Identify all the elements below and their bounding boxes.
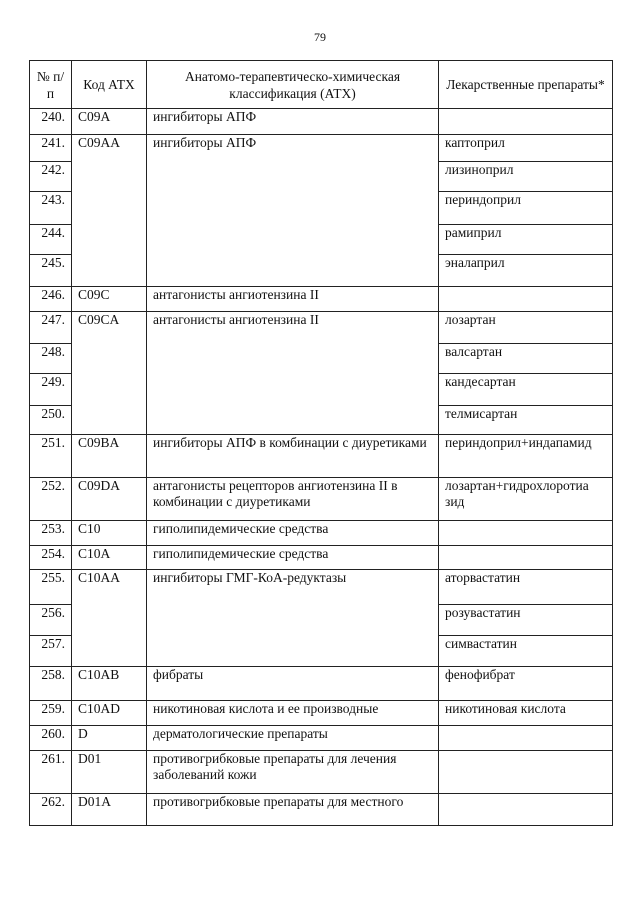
atx-code: C10	[72, 521, 147, 546]
atx-code: C09A	[72, 109, 147, 135]
atx-code: C10A	[72, 546, 147, 570]
drug-name: лизиноприл	[439, 162, 613, 192]
row-number: 251.	[30, 435, 72, 478]
header-classification: Анатомо-терапевтическо-химическая классификация (АТХ)	[147, 61, 439, 109]
drug-name	[439, 751, 613, 794]
atx-classification: никотиновая кислота и ее производные	[147, 701, 439, 726]
drug-name: эналаприл	[439, 255, 613, 287]
atx-classification: ингибиторы АПФ	[147, 109, 439, 135]
atx-classification: гиполипидемические средства	[147, 546, 439, 570]
drug-name: рамиприл	[439, 225, 613, 255]
table-row	[30, 435, 613, 478]
drug-name: фенофибрат	[439, 667, 613, 701]
drug-name: кандесартан	[439, 374, 613, 406]
table-row	[30, 794, 613, 826]
drug-name: телмисартан	[439, 406, 613, 435]
atx-classification: противогрибковые препараты для лечения заболеваний кожи	[147, 751, 439, 794]
atx-classification: антагонисты ангиотензина II	[147, 312, 439, 435]
header-drugs: Лекарственные препараты*	[439, 61, 613, 109]
row-number: 262.	[30, 794, 72, 826]
drug-name	[439, 109, 613, 135]
row-number: 259.	[30, 701, 72, 726]
drug-name: симвастатин	[439, 636, 613, 667]
atx-code: C09DA	[72, 478, 147, 521]
atx-classification: дерматологические препараты	[147, 726, 439, 751]
table-row	[30, 667, 613, 701]
row-number: 258.	[30, 667, 72, 701]
row-number: 240.	[30, 109, 72, 135]
drug-name	[439, 794, 613, 826]
row-number: 252.	[30, 478, 72, 521]
row-number: 243.	[30, 192, 72, 225]
row-number: 256.	[30, 605, 72, 636]
atx-code: D01A	[72, 794, 147, 826]
drug-name	[439, 546, 613, 570]
row-number: 247.	[30, 312, 72, 344]
table-row	[30, 109, 613, 135]
header-num: № п/п	[30, 61, 72, 109]
drug-name: валсартан	[439, 344, 613, 374]
atx-classification: ингибиторы ГМГ-КоА-редуктазы	[147, 570, 439, 667]
drug-name: аторвастатин	[439, 570, 613, 605]
drug-name	[439, 287, 613, 312]
atx-code: C09CA	[72, 312, 147, 435]
atx-classification: фибраты	[147, 667, 439, 701]
table-row	[30, 701, 613, 726]
table-row	[30, 726, 613, 751]
table-header-row	[30, 61, 613, 109]
table-row	[30, 135, 613, 162]
drug-name: никотиновая кислота	[439, 701, 613, 726]
table-row	[30, 478, 613, 521]
atx-code: C10AA	[72, 570, 147, 667]
table-row	[30, 287, 613, 312]
atx-code: C09AA	[72, 135, 147, 287]
atx-table	[29, 60, 613, 826]
row-number: 244.	[30, 225, 72, 255]
table-row	[30, 751, 613, 794]
atx-classification: ингибиторы АПФ	[147, 135, 439, 287]
drug-name: лозартан	[439, 312, 613, 344]
row-number: 257.	[30, 636, 72, 667]
drug-name: розувастатин	[439, 605, 613, 636]
row-number: 260.	[30, 726, 72, 751]
header-code: Код АТХ	[72, 61, 147, 109]
atx-classification: ингибиторы АПФ в комбинации с диуретиками	[147, 435, 439, 478]
drug-name: периндоприл	[439, 192, 613, 225]
drug-name: лозартан+гидрохлоротиа зид	[439, 478, 613, 521]
table-row	[30, 521, 613, 546]
atx-code: C09BA	[72, 435, 147, 478]
atx-code: C09C	[72, 287, 147, 312]
drug-name	[439, 726, 613, 751]
atx-code: D	[72, 726, 147, 751]
row-number: 254.	[30, 546, 72, 570]
atx-code: D01	[72, 751, 147, 794]
drug-name	[439, 521, 613, 546]
row-number: 245.	[30, 255, 72, 287]
row-number: 249.	[30, 374, 72, 406]
atx-code: C10AB	[72, 667, 147, 701]
row-number: 246.	[30, 287, 72, 312]
atx-classification: противогрибковые препараты для местного	[147, 794, 439, 826]
atx-classification: антагонисты ангиотензина II	[147, 287, 439, 312]
table-body	[30, 109, 613, 826]
atx-classification: гиполипидемические средства	[147, 521, 439, 546]
page-number: 79	[314, 30, 326, 44]
row-number: 250.	[30, 406, 72, 435]
scan-artifact	[634, 110, 638, 116]
table-row	[30, 312, 613, 344]
row-number: 253.	[30, 521, 72, 546]
atx-code: C10AD	[72, 701, 147, 726]
atx-classification: антагонисты рецепторов ангиотензина II в комбинации с диуретиками	[147, 478, 439, 521]
row-number: 248.	[30, 344, 72, 374]
row-number: 241.	[30, 135, 72, 162]
table-row	[30, 570, 613, 605]
table-row	[30, 546, 613, 570]
drug-name: периндоприл+индапамид	[439, 435, 613, 478]
drug-name: каптоприл	[439, 135, 613, 162]
row-number: 242.	[30, 162, 72, 192]
row-number: 255.	[30, 570, 72, 605]
row-number: 261.	[30, 751, 72, 794]
